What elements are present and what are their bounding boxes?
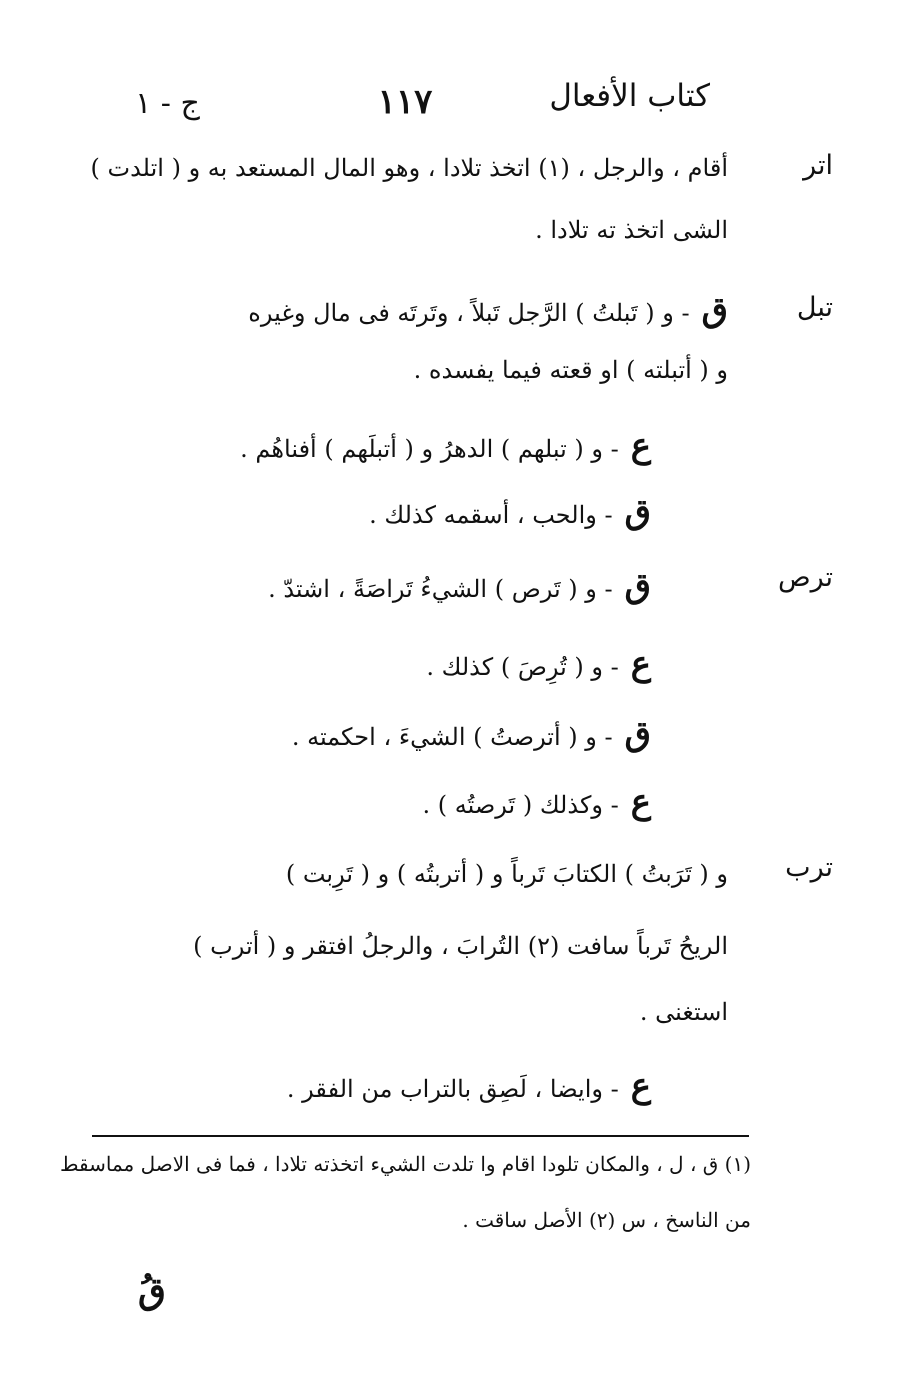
entry-line bbox=[369, 492, 651, 532]
entry-line bbox=[108, 290, 728, 330]
page-number: ١١٧ bbox=[377, 82, 433, 122]
entry-text: - والحب ، أسقمه كذلك . bbox=[369, 501, 613, 529]
root-word: ترص bbox=[777, 562, 833, 593]
entry-text: - و ( تُرِصَ ) كذلك . bbox=[426, 653, 619, 681]
source-marker: ع bbox=[630, 782, 651, 822]
entry-line bbox=[240, 426, 651, 466]
source-marker: ق bbox=[701, 290, 728, 330]
entry-line: و ( أتبلته ) او قعته فيما يفسده . bbox=[413, 356, 728, 384]
source-marker: ع bbox=[630, 426, 651, 466]
entry-line bbox=[426, 644, 651, 684]
source-marker: ق bbox=[624, 492, 651, 532]
volume-label: ج - ١ bbox=[135, 86, 200, 121]
entry-text: - و ( تَرص ) الشيءُ تَراصَةً ، اشتدّ . bbox=[268, 575, 613, 603]
entry-text: - و ( تبلهم ) الدهرُ و ( أتبلَهم ) أفناهُم . bbox=[240, 435, 619, 463]
source-marker: ق bbox=[624, 566, 651, 606]
entry-text: - وايضا ، لَصِق بالتراب من الفقر . bbox=[286, 1075, 619, 1103]
entry-line bbox=[423, 782, 651, 822]
source-marker: ق bbox=[624, 714, 651, 754]
source-marker: ع bbox=[630, 644, 651, 684]
entry-text: - و ( تَبلتُ ) الرَّجل تَبلاً ، وتَرتَه فى مال وغيره bbox=[248, 299, 690, 327]
book-title: كتاب الأفعال bbox=[549, 78, 710, 114]
entry-text: - وكذلك ( تَرصتُه ) . bbox=[422, 791, 619, 819]
entry-line: أقام ، والرجل ، (١) اتخذ تلادا ، وهو المال المستعد به و ( اتلدت ) bbox=[90, 154, 728, 182]
footnote-line: (١) ق ، ل ، والمكان تلودا اقام وا تلدت الشيء اتخذته تلادا ، فما فى الاصل مماسقط bbox=[60, 1152, 751, 1176]
entry-line: استغنى . bbox=[639, 998, 728, 1026]
entry-line: الريحُ تَرباً سافت (٢) التُرابَ ، والرجلُ افتقر و ( أترب ) bbox=[193, 932, 728, 960]
entry-text: - و ( أترصتُ ) الشيءَ ، احكمته . bbox=[291, 723, 613, 751]
root-word: تبل bbox=[796, 292, 833, 323]
signature-mark: قُ bbox=[138, 1270, 166, 1312]
root-word: اتر bbox=[803, 150, 833, 181]
entry-line bbox=[268, 566, 651, 606]
source-marker: ع bbox=[630, 1066, 651, 1106]
entry-line: الشى اتخذ ته تلادا . bbox=[535, 216, 728, 244]
entry-line bbox=[287, 1066, 651, 1106]
footnote-divider bbox=[92, 1135, 749, 1137]
entry-line: و ( تَرَبتُ ) الكتابَ تَرباً و ( أتربتُه ) و ( تَرِبت ) bbox=[285, 860, 728, 888]
root-word: ترب bbox=[785, 852, 833, 883]
footnote-line: من الناسخ ، س (٢) الأصل ساقت . bbox=[462, 1208, 751, 1232]
entry-line bbox=[292, 714, 651, 754]
